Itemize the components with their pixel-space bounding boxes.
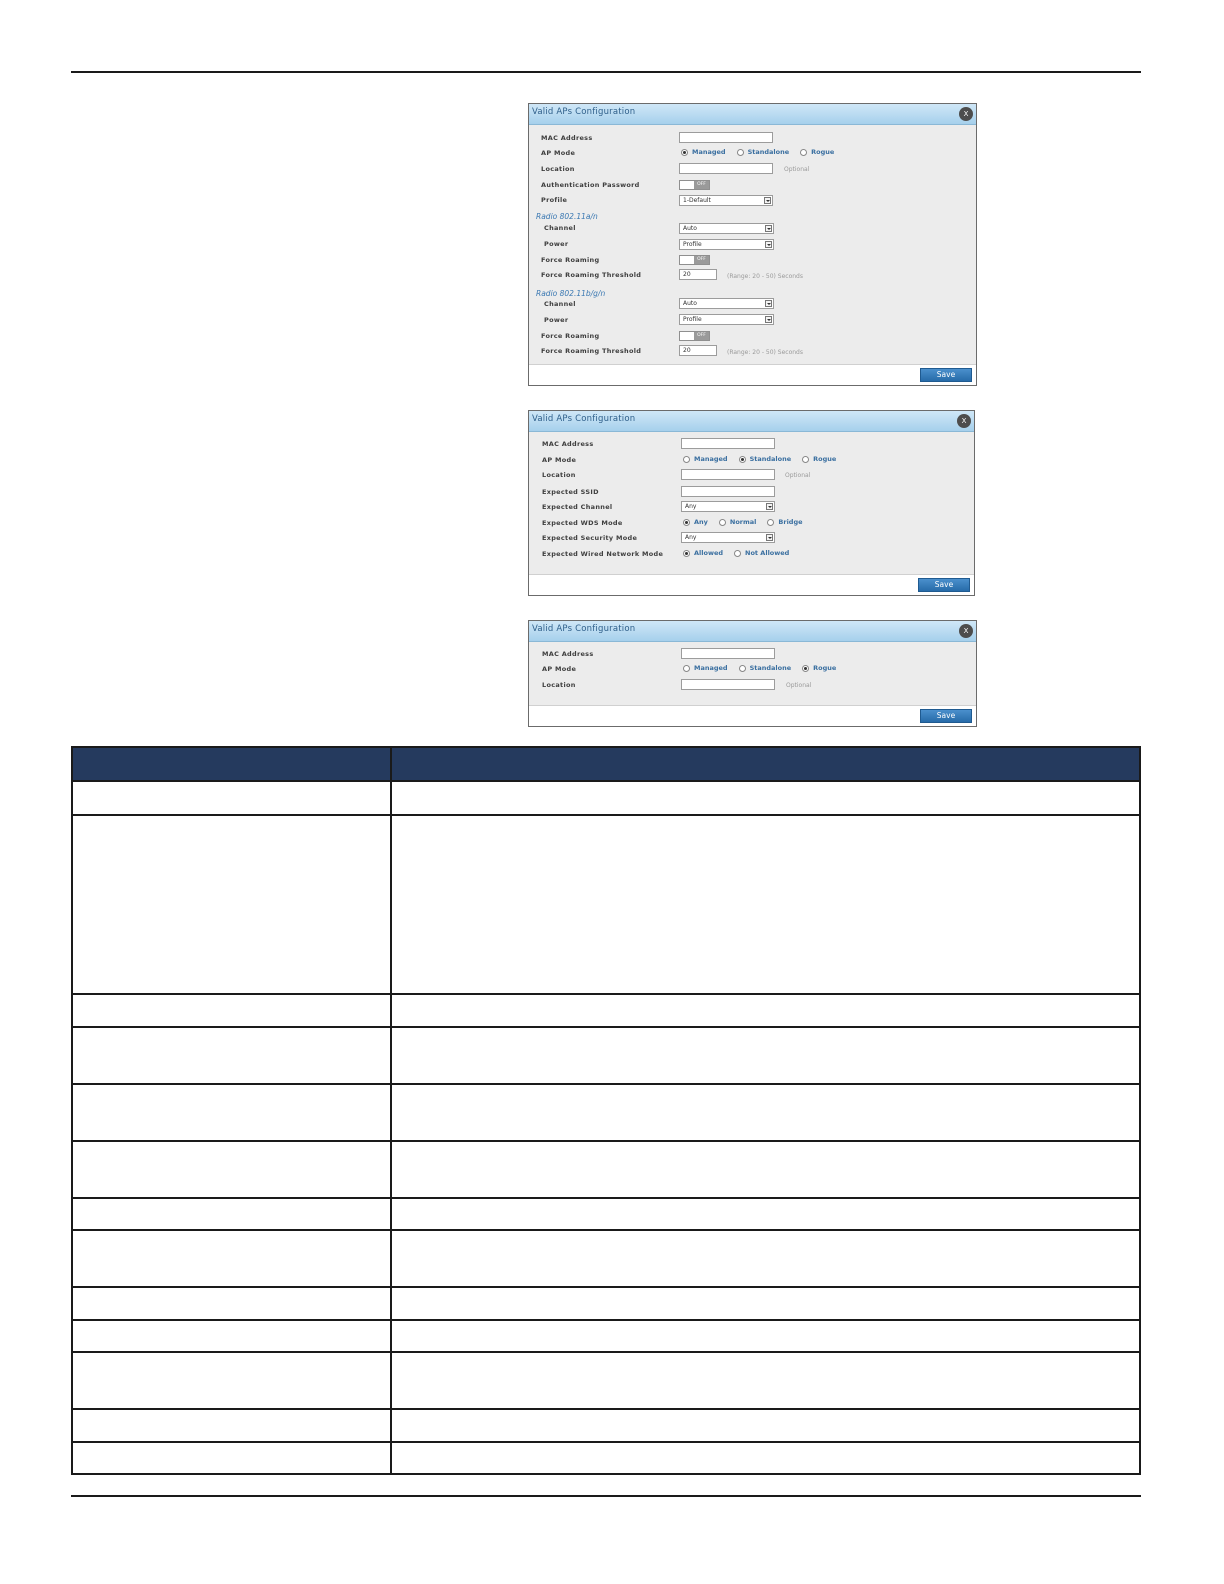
expected-wds-mode-label: Expected WDS Mode <box>542 519 623 527</box>
ap-mode-label: AP Mode <box>542 665 577 673</box>
location-hint: Optional <box>785 472 811 479</box>
radio-label: Managed <box>692 148 726 156</box>
table-row <box>72 815 1140 994</box>
force-roaming-threshold-a-label: Force Roaming Threshold <box>541 271 642 279</box>
radio-b-section-title: Radio 802.11b/g/n <box>536 289 606 298</box>
table-header-row <box>72 747 1140 781</box>
ap-mode-standalone[interactable] <box>737 148 790 156</box>
table-cell <box>391 1198 1140 1230</box>
ap-mode-label: AP Mode <box>541 149 576 157</box>
table-cell <box>72 1442 391 1474</box>
channel-b-select[interactable] <box>679 298 774 309</box>
channel-a-select[interactable] <box>679 223 774 234</box>
select-value: Auto <box>683 300 697 307</box>
dialog-footer <box>529 705 976 726</box>
radio-label: Bridge <box>778 518 803 526</box>
table-cell <box>72 994 391 1027</box>
radio-icon <box>683 456 690 463</box>
table-row <box>72 1352 1140 1409</box>
location-hint: Optional <box>786 682 812 689</box>
toggle-state: OFF <box>694 181 709 189</box>
location-hint: Optional <box>784 166 810 173</box>
radio-label: Standalone <box>749 664 792 672</box>
table-cell <box>391 994 1140 1027</box>
ap-mode-rogue[interactable] <box>800 148 834 156</box>
table-cell <box>72 1320 391 1352</box>
table-cell <box>391 1409 1140 1442</box>
ap-mode-managed[interactable] <box>681 148 726 156</box>
location-label: Location <box>542 681 576 689</box>
radio-icon <box>802 456 809 463</box>
ap-mode-standalone[interactable] <box>739 455 792 463</box>
ap-mode-managed[interactable] <box>683 455 728 463</box>
table-row <box>72 781 1140 815</box>
table-cell <box>391 1084 1140 1141</box>
radio-label: Normal <box>729 518 757 526</box>
table-row <box>72 1409 1140 1442</box>
profile-label: Profile <box>541 196 568 204</box>
radio-icon <box>800 149 807 156</box>
table-cell <box>72 1084 391 1141</box>
radio-selected-icon <box>681 149 688 156</box>
table-row <box>72 1320 1140 1352</box>
radio-selected-icon <box>683 550 690 557</box>
dropdown-arrow-icon <box>766 503 773 510</box>
mac-address-label: MAC Address <box>541 134 593 142</box>
input-value: 20 <box>683 271 691 278</box>
wired-allowed[interactable] <box>683 549 723 557</box>
location-label: Location <box>541 165 575 173</box>
expected-channel-label: Expected Channel <box>542 503 613 511</box>
close-icon[interactable]: X <box>959 624 973 638</box>
mac-address-input[interactable] <box>679 132 773 143</box>
location-input[interactable] <box>681 679 775 690</box>
expected-channel-select[interactable] <box>681 501 775 512</box>
ap-mode-radio-group <box>681 148 834 156</box>
table-header-cell <box>72 747 391 781</box>
wds-any[interactable] <box>683 518 708 526</box>
table-cell <box>72 1027 391 1084</box>
force-roaming-a-toggle[interactable] <box>679 255 710 265</box>
table-row <box>72 1198 1140 1230</box>
wired-mode-radio-group <box>683 549 789 557</box>
table-row <box>72 994 1140 1027</box>
dialog-header <box>529 104 976 125</box>
valid-aps-dialog-managed <box>528 103 977 386</box>
close-icon[interactable]: X <box>957 414 971 428</box>
table-row <box>72 1230 1140 1287</box>
mac-address-label: MAC Address <box>542 650 594 658</box>
save-button[interactable]: Save <box>920 709 972 723</box>
radio-a-section-title: Radio 802.11a/n <box>536 212 598 221</box>
header-rule <box>71 71 1141 73</box>
radio-label: Managed <box>694 455 728 463</box>
power-a-label: Power <box>544 240 569 248</box>
expected-ssid-label: Expected SSID <box>542 488 599 496</box>
wired-not-allowed[interactable] <box>734 549 789 557</box>
power-a-select[interactable] <box>679 239 774 250</box>
table-cell <box>72 815 391 994</box>
table-cell <box>72 1287 391 1320</box>
dialog-title: Valid APs Configuration <box>532 414 636 424</box>
ap-mode-rogue[interactable] <box>802 664 836 672</box>
table-cell <box>72 1141 391 1198</box>
expected-ssid-input[interactable] <box>681 486 775 497</box>
profile-select[interactable] <box>679 195 773 206</box>
table-cell <box>72 1198 391 1230</box>
dialog-header <box>529 411 974 432</box>
select-value: Any <box>685 503 697 510</box>
table-cell <box>391 1442 1140 1474</box>
radio-icon <box>734 550 741 557</box>
dropdown-arrow-icon <box>766 534 773 541</box>
table-row <box>72 1287 1140 1320</box>
radio-selected-icon <box>683 519 690 526</box>
radio-label: Managed <box>694 664 728 672</box>
table-row <box>72 1442 1140 1474</box>
valid-aps-dialog-rogue <box>528 620 977 727</box>
radio-label: Standalone <box>749 455 792 463</box>
wds-bridge[interactable] <box>767 518 802 526</box>
force-roaming-a-label: Force Roaming <box>541 256 600 264</box>
radio-label: Rogue <box>813 455 837 463</box>
table-cell <box>391 1027 1140 1084</box>
location-input[interactable] <box>679 163 773 174</box>
mac-address-label: MAC Address <box>542 440 594 448</box>
auth-password-toggle[interactable] <box>679 180 710 190</box>
ap-mode-radio-group <box>683 664 836 672</box>
radio-label: Not Allowed <box>745 549 790 557</box>
radio-label: Standalone <box>747 148 790 156</box>
expected-security-mode-label: Expected Security Mode <box>542 534 638 542</box>
ap-mode-rogue[interactable] <box>802 455 836 463</box>
radio-icon <box>767 519 774 526</box>
table-cell <box>72 781 391 815</box>
channel-b-label: Channel <box>544 300 576 308</box>
table-cell <box>391 1230 1140 1287</box>
radio-label: Allowed <box>694 549 724 557</box>
dialog-footer <box>529 364 976 385</box>
table-cell <box>391 1352 1140 1409</box>
table-row <box>72 1027 1140 1084</box>
dialog-title: Valid APs Configuration <box>532 107 636 117</box>
dialog-title: Valid APs Configuration <box>532 624 636 634</box>
ap-mode-managed[interactable] <box>683 664 728 672</box>
input-value: 20 <box>683 347 691 354</box>
table-row <box>72 1141 1140 1198</box>
select-value: Any <box>685 534 697 541</box>
dropdown-arrow-icon <box>764 197 771 204</box>
force-roaming-b-label: Force Roaming <box>541 332 600 340</box>
dropdown-arrow-icon <box>765 316 772 323</box>
save-button[interactable]: Save <box>920 368 972 382</box>
table-header-cell <box>391 747 1140 781</box>
valid-aps-dialog-standalone <box>528 410 975 596</box>
radio-icon <box>719 519 726 526</box>
force-roaming-b-toggle[interactable] <box>679 331 710 341</box>
radio-icon <box>737 149 744 156</box>
location-input[interactable] <box>681 469 775 480</box>
wds-normal[interactable] <box>719 518 757 526</box>
dialog-footer <box>529 574 974 595</box>
table-cell <box>391 1141 1140 1198</box>
force-roaming-threshold-a-input[interactable] <box>679 269 717 280</box>
table-cell <box>391 815 1140 994</box>
expected-security-select[interactable] <box>681 532 775 543</box>
expected-wired-mode-label: Expected Wired Network Mode <box>542 550 664 558</box>
mac-address-input[interactable] <box>681 648 775 659</box>
radio-label: Rogue <box>811 148 835 156</box>
ap-mode-radio-group <box>683 455 836 463</box>
table-row <box>72 1084 1140 1141</box>
save-button[interactable]: Save <box>918 578 970 592</box>
parameter-table <box>71 746 1141 1475</box>
force-roaming-threshold-b-input[interactable] <box>679 345 717 356</box>
radio-selected-icon <box>739 456 746 463</box>
select-value: 1-Default <box>683 197 711 204</box>
close-icon[interactable]: X <box>959 107 973 121</box>
select-value: Profile <box>683 241 702 248</box>
dropdown-arrow-icon <box>765 241 772 248</box>
ap-mode-label: AP Mode <box>542 456 577 464</box>
toggle-state: OFF <box>694 332 709 340</box>
table-cell <box>391 1320 1140 1352</box>
table-cell <box>391 1287 1140 1320</box>
radio-label: Any <box>694 518 708 526</box>
channel-a-label: Channel <box>544 224 576 232</box>
table-cell <box>72 1409 391 1442</box>
force-roaming-threshold-b-label: Force Roaming Threshold <box>541 347 642 355</box>
table-cell <box>72 1230 391 1287</box>
select-value: Auto <box>683 225 697 232</box>
threshold-a-hint: (Range: 20 - 50) Seconds <box>727 273 803 280</box>
threshold-b-hint: (Range: 20 - 50) Seconds <box>727 349 803 356</box>
auth-password-label: Authentication Password <box>541 181 640 189</box>
location-label: Location <box>542 471 576 479</box>
wds-mode-radio-group <box>683 518 803 526</box>
table-cell <box>391 781 1140 815</box>
dialog-header <box>529 621 976 642</box>
power-b-select[interactable] <box>679 314 774 325</box>
select-value: Profile <box>683 316 702 323</box>
table-cell <box>72 1352 391 1409</box>
radio-icon <box>739 665 746 672</box>
dropdown-arrow-icon <box>765 300 772 307</box>
toggle-state: OFF <box>694 256 709 264</box>
mac-address-input[interactable] <box>681 438 775 449</box>
radio-icon <box>683 665 690 672</box>
ap-mode-standalone[interactable] <box>739 664 792 672</box>
radio-selected-icon <box>802 665 809 672</box>
power-b-label: Power <box>544 316 569 324</box>
radio-label: Rogue <box>813 664 837 672</box>
footer-rule <box>71 1495 1141 1497</box>
dropdown-arrow-icon <box>765 225 772 232</box>
